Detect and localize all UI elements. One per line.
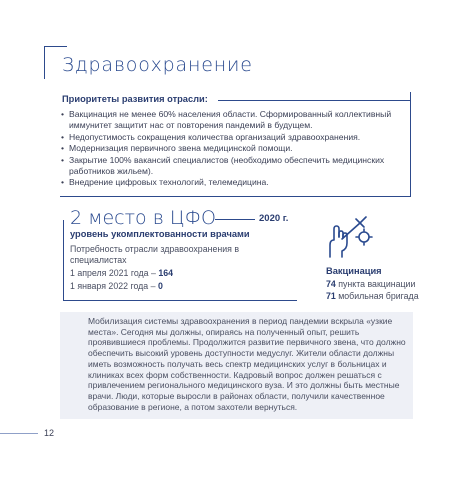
footer-rule: [0, 433, 38, 434]
syringe-virus-icon: [326, 213, 376, 263]
vaccination-points: 74 пункта вакцинации: [326, 279, 416, 289]
rank-title: 2 место в ЦФО: [70, 207, 220, 229]
priorities-rule: [218, 100, 410, 101]
list-item: • Вакцинация не менее 60% населения области. Сформированный коллективный иммунитет защитит нас от повторения пандемий в будущем.: [61, 109, 407, 132]
priorities-list: [61, 109, 407, 189]
summary-text: Мобилизация системы здравоохранения в период пандемии вскрыла «узкие места». Сегодня мы должны, опираясь на полученный опыт, решить проявившиеся проблемы. Продолжится развитие первичного звена, что должно обеспечить высокий уровень доступности медуслуг. Жители области должны иметь возможность получать весь спектр медицинских услуг в больницах и клиниках всех форм собственности. Кадровый вопрос должен решаться с привлечением регионального медицинского вуза. И это должны быть местные врачи. Люди, которые выросли в районах области, получили качественное образование в регионе, а потом захотели вернуться.: [88, 316, 406, 412]
page-title: Здравоохранение: [62, 54, 253, 76]
rank-rule: [215, 219, 255, 220]
rank-subtitle: уровень укомплектованности врачами: [70, 229, 250, 239]
vaccination-brigades: 71 мобильная бригада: [326, 291, 419, 301]
rank-description: Потребность отрасли здравоохранения в специалистах: [70, 244, 239, 265]
rank-row-january: 1 января 2022 года – 0: [70, 281, 163, 291]
rank-year: 2020 г.: [259, 213, 289, 224]
list-item: • Закрытие 100% вакансий специалистов (необходимо обеспечить медицинских работников жильем).: [61, 155, 407, 178]
priorities-heading: Приоритеты развития отрасли:: [62, 94, 208, 104]
list-item: • Внедрение цифровых технологий, телемедицина.: [61, 177, 407, 188]
page-number: 12: [44, 428, 55, 438]
list-item: • Модернизация первичного звена медицинской помощи.: [61, 143, 407, 154]
list-item: • Недопустимость сокращения количества организаций здравоохранения.: [61, 132, 407, 143]
rank-row-april: 1 апреля 2021 года – 164: [70, 268, 174, 278]
vaccination-heading: Вакцинация: [326, 266, 382, 276]
summary-panel: [60, 312, 413, 419]
